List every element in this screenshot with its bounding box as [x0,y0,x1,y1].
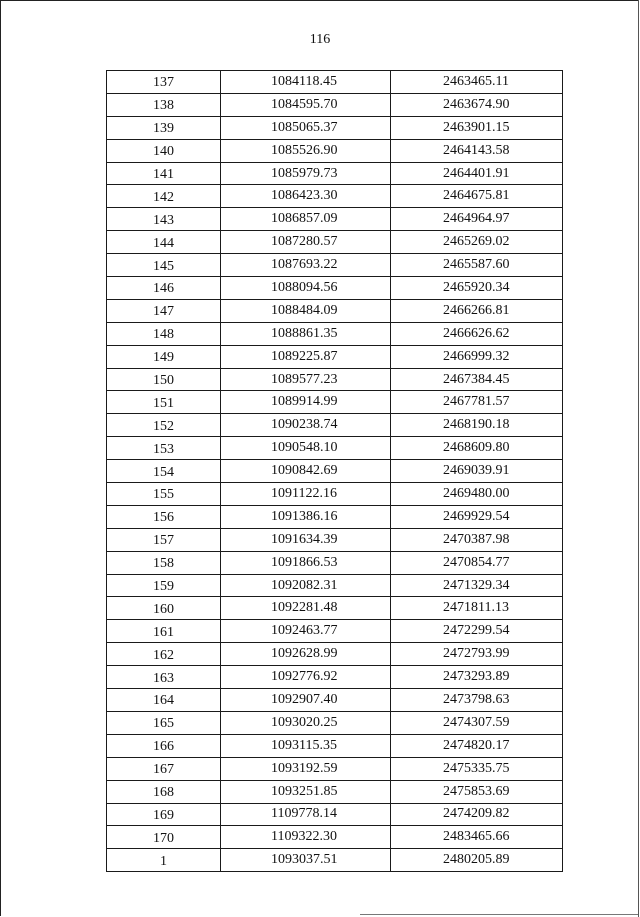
x-coordinate-cell: 1092907.40 [221,689,391,712]
table-row [107,414,563,437]
y-coordinate-cell: 2468190.18 [391,414,563,437]
x-coordinate-cell: 1109778.14 [221,803,391,826]
y-coordinate-cell: 2464964.97 [391,208,563,231]
table-row [107,185,563,208]
y-coordinate-cell: 2474820.17 [391,734,563,757]
table-row [107,597,563,620]
y-coordinate-cell: 2471329.34 [391,574,563,597]
x-coordinate-cell: 1091386.16 [221,505,391,528]
x-coordinate-cell: 1087693.22 [221,254,391,277]
y-coordinate-cell: 2469480.00 [391,483,563,506]
x-coordinate-cell: 1084595.70 [221,93,391,116]
table-row [107,299,563,322]
point-number-cell: 144 [107,231,221,254]
y-coordinate-cell: 2474209.82 [391,803,563,826]
x-coordinate-cell: 1089577.23 [221,368,391,391]
x-coordinate-cell: 1088861.35 [221,322,391,345]
table-row [107,460,563,483]
y-coordinate-cell: 2472793.99 [391,643,563,666]
point-number-cell: 140 [107,139,221,162]
y-coordinate-cell: 2473293.89 [391,666,563,689]
y-coordinate-cell: 2480205.89 [391,849,563,872]
y-coordinate-cell: 2470854.77 [391,551,563,574]
table-row [107,689,563,712]
point-number-cell: 163 [107,666,221,689]
table-row [107,368,563,391]
table-row [107,757,563,780]
table-row [107,231,563,254]
y-coordinate-cell: 2469039.91 [391,460,563,483]
point-number-cell: 156 [107,505,221,528]
y-coordinate-cell: 2483465.66 [391,826,563,849]
y-coordinate-cell: 2463465.11 [391,71,563,94]
y-coordinate-cell: 2466266.81 [391,299,563,322]
table-row [107,345,563,368]
x-coordinate-cell: 1085065.37 [221,116,391,139]
table-row [107,666,563,689]
x-coordinate-cell: 1092463.77 [221,620,391,643]
x-coordinate-cell: 1084118.45 [221,71,391,94]
table-row [107,803,563,826]
x-coordinate-cell: 1090842.69 [221,460,391,483]
point-number-cell: 166 [107,734,221,757]
y-coordinate-cell: 2463901.15 [391,116,563,139]
coordinates-table [106,70,563,872]
x-coordinate-cell: 1085526.90 [221,139,391,162]
point-number-cell: 170 [107,826,221,849]
table-row [107,574,563,597]
table-row [107,528,563,551]
x-coordinate-cell: 1085979.73 [221,162,391,185]
x-coordinate-cell: 1092628.99 [221,643,391,666]
x-coordinate-cell: 1089225.87 [221,345,391,368]
table-row [107,505,563,528]
table-row [107,277,563,300]
point-number-cell: 137 [107,71,221,94]
y-coordinate-cell: 2466626.62 [391,322,563,345]
x-coordinate-cell: 1089914.99 [221,391,391,414]
x-coordinate-cell: 1087280.57 [221,231,391,254]
y-coordinate-cell: 2464143.58 [391,139,563,162]
point-number-cell: 152 [107,414,221,437]
table-row [107,208,563,231]
point-number-cell: 146 [107,277,221,300]
table-row [107,780,563,803]
table-row [107,322,563,345]
table-row [107,643,563,666]
y-coordinate-cell: 2471811.13 [391,597,563,620]
table-row [107,483,563,506]
point-number-cell: 169 [107,803,221,826]
y-coordinate-cell: 2467781.57 [391,391,563,414]
point-number-cell: 1 [107,849,221,872]
table-row [107,71,563,94]
coordinates-table-body [107,71,563,872]
point-number-cell: 147 [107,299,221,322]
x-coordinate-cell: 1093251.85 [221,780,391,803]
table-row [107,437,563,460]
point-number-cell: 159 [107,574,221,597]
table-row [107,551,563,574]
point-number-cell: 151 [107,391,221,414]
table-row [107,826,563,849]
point-number-cell: 138 [107,93,221,116]
x-coordinate-cell: 1092082.31 [221,574,391,597]
y-coordinate-cell: 2469929.54 [391,505,563,528]
table-row [107,734,563,757]
point-number-cell: 143 [107,208,221,231]
x-coordinate-cell: 1093020.25 [221,711,391,734]
table-row [107,849,563,872]
point-number-cell: 139 [107,116,221,139]
y-coordinate-cell: 2465920.34 [391,277,563,300]
table-row [107,711,563,734]
table-row [107,116,563,139]
point-number-cell: 153 [107,437,221,460]
point-number-cell: 157 [107,528,221,551]
y-coordinate-cell: 2472299.54 [391,620,563,643]
point-number-cell: 160 [107,597,221,620]
page-border-right [638,0,639,917]
point-number-cell: 141 [107,162,221,185]
y-coordinate-cell: 2466999.32 [391,345,563,368]
y-coordinate-cell: 2464401.91 [391,162,563,185]
y-coordinate-cell: 2470387.98 [391,528,563,551]
point-number-cell: 168 [107,780,221,803]
table-row [107,391,563,414]
y-coordinate-cell: 2473798.63 [391,689,563,712]
point-number-cell: 162 [107,643,221,666]
x-coordinate-cell: 1086857.09 [221,208,391,231]
point-number-cell: 165 [107,711,221,734]
point-number-cell: 161 [107,620,221,643]
x-coordinate-cell: 1091122.16 [221,483,391,506]
point-number-cell: 154 [107,460,221,483]
point-number-cell: 155 [107,483,221,506]
x-coordinate-cell: 1109322.30 [221,826,391,849]
page-number: 116 [309,32,331,47]
x-coordinate-cell: 1088484.09 [221,299,391,322]
point-number-cell: 149 [107,345,221,368]
x-coordinate-cell: 1093115.35 [221,734,391,757]
table-row [107,254,563,277]
x-coordinate-cell: 1092281.48 [221,597,391,620]
y-coordinate-cell: 2475853.69 [391,780,563,803]
point-number-cell: 145 [107,254,221,277]
y-coordinate-cell: 2475335.75 [391,757,563,780]
y-coordinate-cell: 2474307.59 [391,711,563,734]
x-coordinate-cell: 1092776.92 [221,666,391,689]
x-coordinate-cell: 1093192.59 [221,757,391,780]
point-number-cell: 158 [107,551,221,574]
table-row [107,93,563,116]
x-coordinate-cell: 1091634.39 [221,528,391,551]
table-row [107,139,563,162]
table-row [107,162,563,185]
y-coordinate-cell: 2465269.02 [391,231,563,254]
x-coordinate-cell: 1090548.10 [221,437,391,460]
page-bottom-edge [360,914,638,915]
y-coordinate-cell: 2467384.45 [391,368,563,391]
point-number-cell: 167 [107,757,221,780]
x-coordinate-cell: 1091866.53 [221,551,391,574]
y-coordinate-cell: 2465587.60 [391,254,563,277]
x-coordinate-cell: 1086423.30 [221,185,391,208]
y-coordinate-cell: 2464675.81 [391,185,563,208]
point-number-cell: 148 [107,322,221,345]
x-coordinate-cell: 1093037.51 [221,849,391,872]
y-coordinate-cell: 2468609.80 [391,437,563,460]
point-number-cell: 142 [107,185,221,208]
point-number-cell: 150 [107,368,221,391]
x-coordinate-cell: 1088094.56 [221,277,391,300]
x-coordinate-cell: 1090238.74 [221,414,391,437]
point-number-cell: 164 [107,689,221,712]
y-coordinate-cell: 2463674.90 [391,93,563,116]
table-row [107,620,563,643]
